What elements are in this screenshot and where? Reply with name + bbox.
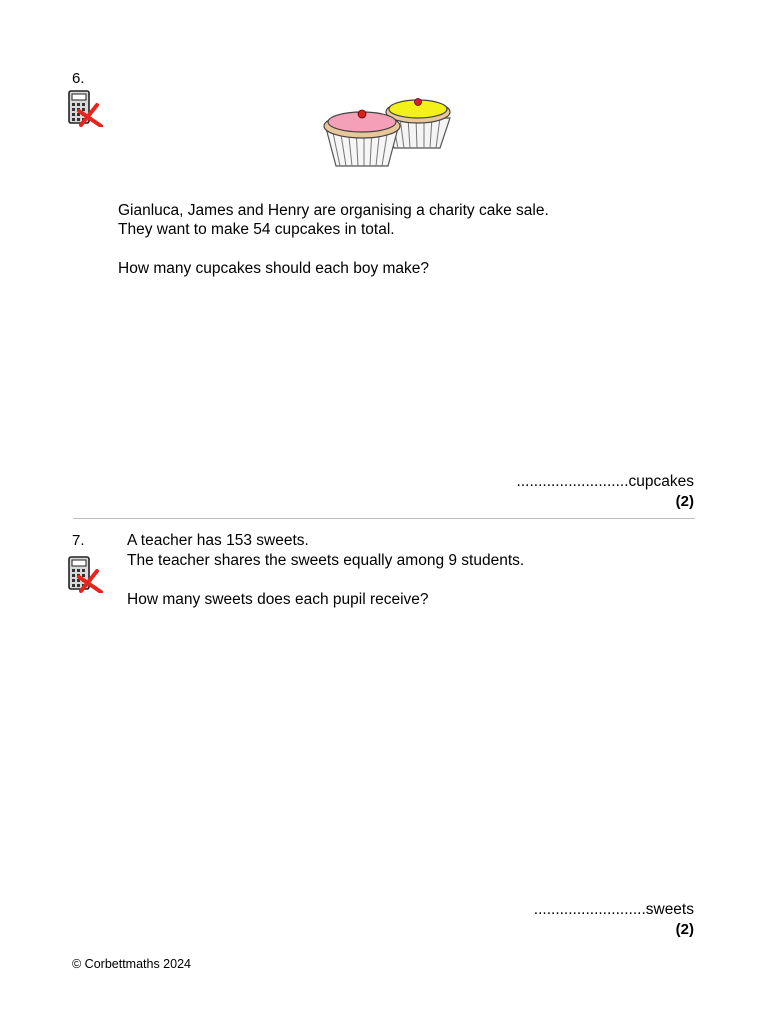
no-calculator-icon	[67, 555, 103, 593]
question-7-prompt: How many sweets does each pupil receive?	[127, 591, 429, 608]
question-6-line-1: Gianluca, James and Henry are organising a charity cake sale.	[118, 202, 549, 219]
copyright-footer: © Corbettmaths 2024	[72, 957, 191, 971]
question-divider	[73, 518, 695, 519]
no-calculator-icon	[67, 89, 103, 127]
question-7-answer-line[interactable]: ..........................sweets	[533, 901, 694, 918]
question-7-marks: (2)	[675, 921, 694, 938]
question-7-line-1: A teacher has 153 sweets.	[127, 532, 309, 549]
question-7-line-2: The teacher shares the sweets equally among 9 students.	[127, 552, 525, 569]
question-6-number: 6.	[72, 70, 85, 87]
question-7-number: 7.	[72, 532, 85, 549]
question-6-prompt: How many cupcakes should each boy make?	[118, 260, 430, 277]
cupcakes-illustration	[322, 96, 454, 174]
question-6-answer-line[interactable]: ..........................cupcakes	[516, 473, 694, 490]
question-6-marks: (2)	[675, 493, 694, 510]
question-6-line-2: They want to make 54 cupcakes in total.	[118, 221, 395, 238]
